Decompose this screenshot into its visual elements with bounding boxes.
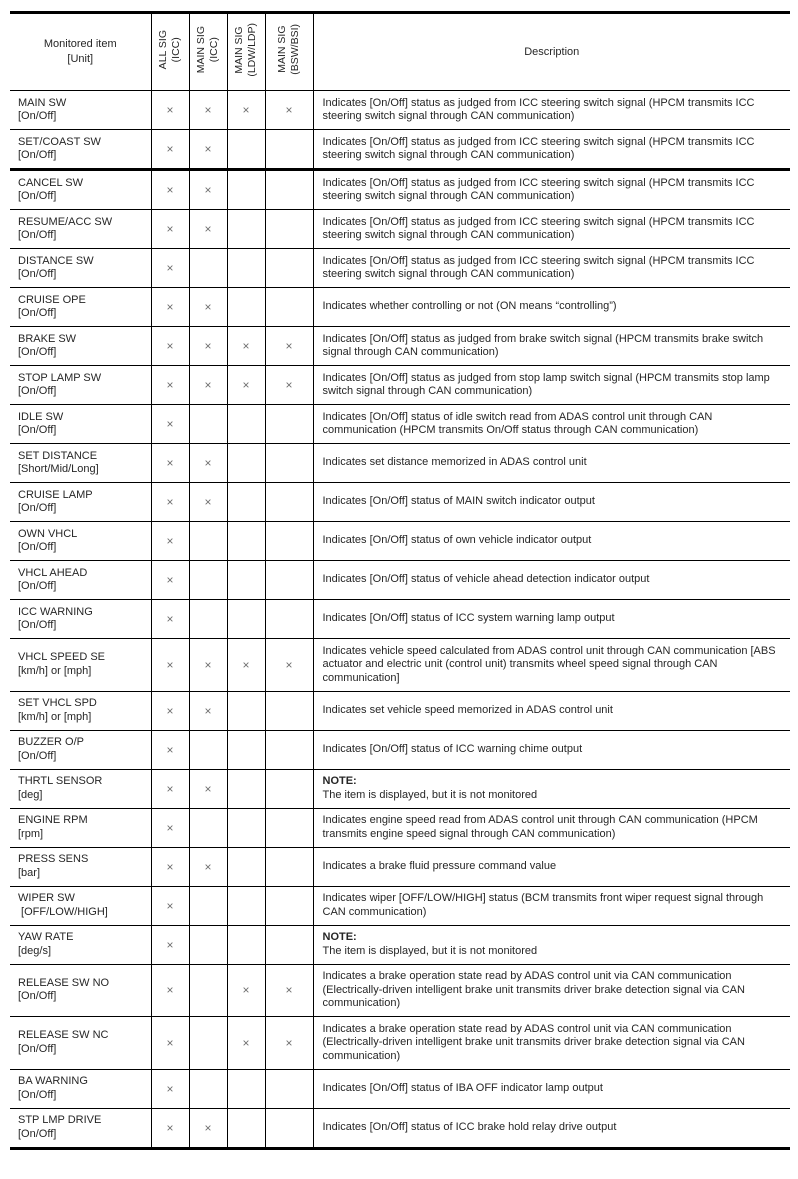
- monitored-item-table: [10, 11, 790, 1150]
- signal-mark-cell: [227, 522, 265, 561]
- signal-mark-cell: ×: [189, 91, 227, 130]
- signal-mark-cell: [227, 170, 265, 210]
- signal-mark-cell: ×: [265, 327, 313, 366]
- col-header-monitored-item: [10, 13, 151, 91]
- description-cell: Indicates [On/Off] status of ICC system warning lamp output: [313, 600, 790, 639]
- item-unit: [On/Off]: [18, 346, 57, 358]
- signal-mark-cell: ×: [151, 1069, 189, 1108]
- header-line: (BSW/BSI): [289, 24, 301, 75]
- signal-mark-cell: [189, 1069, 227, 1108]
- signal-mark-cell: [227, 1108, 265, 1148]
- table-row: [10, 886, 790, 925]
- item-unit: [On/Off]: [18, 110, 57, 122]
- signal-mark-cell: [265, 886, 313, 925]
- monitored-item-cell: [10, 288, 151, 327]
- rotated-header-text: [157, 30, 183, 69]
- signal-mark-cell: [265, 691, 313, 730]
- description-cell: [313, 925, 790, 964]
- signal-mark-cell: [265, 925, 313, 964]
- signal-mark-cell: ×: [265, 366, 313, 405]
- signal-mark-cell: ×: [151, 170, 189, 210]
- description-cell: Indicates [On/Off] status as judged from ICC steering switch signal (HPCM transmits ICC steering switch signal through CAN communication): [313, 210, 790, 249]
- monitored-item-cell: [10, 847, 151, 886]
- rotated-header-text: [195, 26, 221, 73]
- signal-mark-cell: [265, 847, 313, 886]
- signal-mark-cell: ×: [265, 91, 313, 130]
- signal-mark-cell: ×: [151, 561, 189, 600]
- description-cell: Indicates a brake operation state read by ADAS control unit via CAN communication (Electrically-driven intelligent brake unit transmits driver brake detection signal via CAN communication): [313, 1017, 790, 1070]
- signal-mark-cell: [265, 769, 313, 808]
- signal-mark-cell: ×: [151, 600, 189, 639]
- signal-mark-cell: [227, 691, 265, 730]
- signal-mark-cell: ×: [227, 639, 265, 692]
- header-row: [10, 13, 790, 91]
- description-cell: Indicates a brake operation state read by ADAS control unit via CAN communication (Electrically-driven intelligent brake unit transmits driver brake detection signal via CAN communication): [313, 964, 790, 1017]
- description-cell: Indicates wiper [OFF/LOW/HIGH] status (BCM transmits front wiper request signal through CAN communication): [313, 886, 790, 925]
- item-name: RELEASE SW NO: [18, 976, 110, 989]
- table-row: [10, 522, 790, 561]
- monitored-item-cell: [10, 925, 151, 964]
- signal-mark-cell: ×: [151, 249, 189, 288]
- monitored-item-cell: [10, 405, 151, 444]
- item-unit: [On/Off]: [18, 749, 57, 762]
- monitored-item-cell: [10, 964, 151, 1017]
- item-name: OWN VHCL: [18, 527, 78, 540]
- monitored-item-cell: [10, 1108, 151, 1148]
- signal-mark-cell: ×: [151, 522, 189, 561]
- signal-mark-cell: ×: [189, 769, 227, 808]
- monitored-item-cell: [10, 1017, 151, 1070]
- item-unit: [On/Off]: [18, 990, 57, 1003]
- note-label: NOTE:: [322, 775, 357, 787]
- table-row: [10, 964, 790, 1017]
- description-cell: Indicates [On/Off] status of ICC brake hold relay drive output: [313, 1108, 790, 1148]
- table-row: [10, 130, 790, 170]
- col-header-main-sig-bsw-bsi: [265, 13, 313, 91]
- item-unit: [deg/s]: [18, 944, 52, 957]
- table-row: [10, 561, 790, 600]
- signal-mark-cell: ×: [151, 366, 189, 405]
- description-cell: Indicates [On/Off] status as judged from ICC steering switch signal (HPCM transmits ICC steering switch signal through CAN communication): [313, 91, 790, 130]
- item-unit: [On/Off]: [18, 1042, 57, 1055]
- note-label: NOTE:: [322, 931, 357, 943]
- signal-mark-cell: ×: [151, 769, 189, 808]
- monitored-item-cell: [10, 327, 151, 366]
- col-header-all-sig-icc: [151, 13, 189, 91]
- item-name: BUZZER O/P: [18, 736, 85, 748]
- item-name: YAW RATE: [18, 931, 74, 943]
- monitored-item-cell: [10, 639, 151, 692]
- item-name: ENGINE RPM: [18, 814, 88, 826]
- table-row: [10, 808, 790, 847]
- signal-mark-cell: [227, 405, 265, 444]
- description-cell: Indicates [On/Off] status as judged from stop lamp switch signal (HPCM transmits stop lamp switch signal through CAN communication): [313, 366, 790, 405]
- table-row: [10, 1017, 790, 1070]
- item-unit: [km/h] or [mph]: [18, 710, 92, 723]
- description-cell: Indicates [On/Off] status of idle switch read from ADAS control unit through CAN communication (HPCM transmits On/Off status through CAN communication): [313, 405, 790, 444]
- description-cell: Indicates a brake fluid pressure command value: [313, 847, 790, 886]
- description-cell: Indicates [On/Off] status as judged from ICC steering switch signal (HPCM transmits ICC steering switch signal through CAN communication): [313, 170, 790, 210]
- item-unit: [On/Off]: [18, 541, 57, 553]
- item-unit: [bar]: [18, 866, 41, 879]
- signal-mark-cell: ×: [265, 1017, 313, 1070]
- monitored-item-cell: [10, 444, 151, 483]
- table-row: [10, 483, 790, 522]
- item-unit: [Short/Mid/Long]: [18, 463, 99, 475]
- signal-mark-cell: ×: [189, 288, 227, 327]
- table-row: [10, 1108, 790, 1148]
- table-row: [10, 639, 790, 692]
- monitored-item-cell: [10, 130, 151, 170]
- rotated-header-text: [276, 24, 302, 75]
- table-row: [10, 170, 790, 210]
- item-name: STOP LAMP SW: [18, 371, 102, 384]
- signal-mark-cell: [227, 730, 265, 769]
- signal-mark-cell: [227, 130, 265, 170]
- signal-mark-cell: ×: [189, 366, 227, 405]
- signal-mark-cell: [265, 730, 313, 769]
- monitored-item-cell: [10, 769, 151, 808]
- monitored-item-cell: [10, 600, 151, 639]
- item-unit: [On/Off]: [18, 1088, 57, 1101]
- item-unit: [On/Off]: [18, 229, 57, 241]
- signal-mark-cell: [227, 1069, 265, 1108]
- table-row: [10, 91, 790, 130]
- item-name: VHCL AHEAD: [18, 566, 88, 579]
- table-row: [10, 925, 790, 964]
- item-name: SET VHCL SPD: [18, 697, 97, 709]
- header-line: MAIN SIG: [276, 25, 288, 74]
- item-name: BRAKE SW: [18, 332, 77, 345]
- monitored-item-cell: [10, 91, 151, 130]
- signal-mark-cell: ×: [151, 483, 189, 522]
- description-cell: Indicates [On/Off] status of MAIN switch indicator output: [313, 483, 790, 522]
- signal-mark-cell: [189, 808, 227, 847]
- signal-mark-cell: ×: [189, 130, 227, 170]
- signal-mark-cell: [227, 249, 265, 288]
- signal-mark-cell: [227, 808, 265, 847]
- item-unit: [rpm]: [18, 827, 44, 840]
- signal-mark-cell: [227, 925, 265, 964]
- item-unit: [On/Off]: [18, 424, 57, 436]
- signal-mark-cell: [189, 405, 227, 444]
- signal-mark-cell: [265, 1108, 313, 1148]
- signal-mark-cell: [265, 444, 313, 483]
- description-cell: Indicates [On/Off] status of own vehicle indicator output: [313, 522, 790, 561]
- col-header-description: Description: [313, 13, 790, 91]
- monitored-item-cell: [10, 561, 151, 600]
- item-unit: [OFF/LOW/HIGH]: [18, 905, 108, 918]
- signal-mark-cell: ×: [151, 1108, 189, 1148]
- table-row: [10, 249, 790, 288]
- table-row: [10, 366, 790, 405]
- description-cell: Indicates [On/Off] status as judged from ICC steering switch signal (HPCM transmits ICC steering switch signal through CAN communication): [313, 249, 790, 288]
- description-cell: Indicates [On/Off] status as judged from ICC steering switch signal (HPCM transmits ICC steering switch signal through CAN communication): [313, 130, 790, 170]
- signal-mark-cell: ×: [265, 964, 313, 1017]
- signal-mark-cell: ×: [151, 808, 189, 847]
- description-cell: Indicates vehicle speed calculated from ADAS control unit through CAN communication [ABS actuator and electric unit (control unit) transmits wheel speed signal through CAN communication]: [313, 639, 790, 692]
- signal-mark-cell: [265, 483, 313, 522]
- signal-mark-cell: ×: [227, 366, 265, 405]
- signal-mark-cell: ×: [151, 730, 189, 769]
- header-line: (ICC): [170, 36, 182, 63]
- item-name: SET DISTANCE: [18, 449, 98, 462]
- signal-mark-cell: ×: [189, 847, 227, 886]
- monitored-item-cell: [10, 691, 151, 730]
- signal-mark-cell: [265, 600, 313, 639]
- header-line: MAIN SIG: [195, 25, 207, 74]
- signal-mark-cell: ×: [189, 444, 227, 483]
- signal-mark-cell: ×: [189, 639, 227, 692]
- signal-mark-cell: [265, 249, 313, 288]
- signal-mark-cell: [265, 561, 313, 600]
- signal-mark-cell: ×: [189, 327, 227, 366]
- monitored-item-cell: [10, 170, 151, 210]
- item-unit: [km/h] or [mph]: [18, 664, 92, 677]
- signal-mark-cell: [227, 769, 265, 808]
- signal-mark-cell: [265, 522, 313, 561]
- signal-mark-cell: [189, 561, 227, 600]
- table-row: [10, 847, 790, 886]
- table-row: [10, 405, 790, 444]
- monitored-item-cell: [10, 366, 151, 405]
- signal-mark-cell: [189, 886, 227, 925]
- item-unit: [On/Off]: [18, 268, 57, 280]
- signal-mark-cell: [265, 130, 313, 170]
- signal-mark-cell: ×: [189, 691, 227, 730]
- signal-mark-cell: ×: [151, 886, 189, 925]
- signal-mark-cell: [265, 808, 313, 847]
- header-line: (ICC): [208, 36, 220, 63]
- item-name: BA WARNING: [18, 1075, 88, 1087]
- header-line: MAIN SIG: [233, 25, 245, 74]
- col-header-monitored-item-line2: [Unit]: [67, 53, 94, 65]
- rotated-header-text: [233, 23, 259, 77]
- description-cell: [313, 769, 790, 808]
- description-text: The item is displayed, but it is not monitored: [322, 788, 538, 801]
- signal-mark-cell: ×: [227, 327, 265, 366]
- header-line: (LDW/LDP): [246, 22, 258, 77]
- item-name: VHCL SPEED SE: [18, 651, 106, 664]
- item-unit: [On/Off]: [18, 149, 57, 161]
- col-header-main-sig-icc: [189, 13, 227, 91]
- description-cell: Indicates set distance memorized in ADAS control unit: [313, 444, 790, 483]
- signal-mark-cell: [189, 925, 227, 964]
- monitored-item-cell: [10, 249, 151, 288]
- item-name: CRUISE LAMP: [18, 488, 93, 501]
- signal-mark-cell: [189, 249, 227, 288]
- signal-mark-cell: [189, 730, 227, 769]
- description-cell: Indicates [On/Off] status of ICC warning chime output: [313, 730, 790, 769]
- signal-mark-cell: [189, 600, 227, 639]
- signal-mark-cell: [227, 561, 265, 600]
- item-name: ICC WARNING: [18, 605, 93, 618]
- table-row: [10, 600, 790, 639]
- signal-mark-cell: ×: [189, 170, 227, 210]
- manual-page: [10, 11, 790, 1150]
- item-name: SET/COAST SW: [18, 135, 101, 148]
- signal-mark-cell: [227, 210, 265, 249]
- item-name: THRTL SENSOR: [18, 775, 103, 787]
- signal-mark-cell: ×: [151, 691, 189, 730]
- signal-mark-cell: [189, 1017, 227, 1070]
- monitored-item-cell: [10, 808, 151, 847]
- table-row: [10, 288, 790, 327]
- description-cell: Indicates set vehicle speed memorized in ADAS control unit: [313, 691, 790, 730]
- table-row: [10, 210, 790, 249]
- signal-mark-cell: ×: [151, 130, 189, 170]
- item-name: MAIN SW: [18, 96, 67, 109]
- item-unit: [On/Off]: [18, 190, 57, 202]
- item-name: RESUME/ACC SW: [18, 215, 113, 228]
- item-name: DISTANCE SW: [18, 254, 94, 267]
- signal-mark-cell: ×: [151, 288, 189, 327]
- item-name: IDLE SW: [18, 410, 64, 423]
- monitored-item-cell: [10, 730, 151, 769]
- signal-mark-cell: [265, 405, 313, 444]
- signal-mark-cell: ×: [151, 91, 189, 130]
- signal-mark-cell: ×: [151, 327, 189, 366]
- signal-mark-cell: [265, 210, 313, 249]
- signal-mark-cell: ×: [151, 444, 189, 483]
- signal-mark-cell: ×: [151, 639, 189, 692]
- signal-mark-cell: [227, 886, 265, 925]
- item-unit: [On/Off]: [18, 580, 57, 592]
- signal-mark-cell: ×: [151, 1017, 189, 1070]
- table-row: [10, 730, 790, 769]
- monitored-items-body: [10, 91, 790, 1149]
- signal-mark-cell: ×: [265, 639, 313, 692]
- item-unit: [On/Off]: [18, 1127, 57, 1140]
- signal-mark-cell: ×: [189, 483, 227, 522]
- table-row: [10, 327, 790, 366]
- item-name: CRUISE OPE: [18, 293, 86, 306]
- signal-mark-cell: ×: [151, 210, 189, 249]
- item-name: STP LMP DRIVE: [18, 1114, 102, 1126]
- monitored-item-cell: [10, 886, 151, 925]
- item-unit: [On/Off]: [18, 619, 57, 631]
- col-header-main-sig-ldw-ldp: [227, 13, 265, 91]
- signal-mark-cell: [227, 600, 265, 639]
- monitored-item-cell: [10, 210, 151, 249]
- col-header-monitored-item-line1: Monitored item: [43, 38, 117, 50]
- monitored-item-cell: [10, 1069, 151, 1108]
- signal-mark-cell: ×: [151, 405, 189, 444]
- item-name: CANCEL SW: [18, 176, 83, 189]
- item-unit: [On/Off]: [18, 502, 57, 514]
- description-text: The item is displayed, but it is not monitored: [322, 944, 538, 957]
- table-row: [10, 691, 790, 730]
- signal-mark-cell: [227, 483, 265, 522]
- signal-mark-cell: [265, 170, 313, 210]
- item-name: PRESS SENS: [18, 853, 89, 865]
- signal-mark-cell: [189, 964, 227, 1017]
- item-unit: [On/Off]: [18, 385, 57, 397]
- signal-mark-cell: ×: [189, 1108, 227, 1148]
- signal-mark-cell: ×: [227, 91, 265, 130]
- description-cell: Indicates [On/Off] status of vehicle ahead detection indicator output: [313, 561, 790, 600]
- item-unit: [On/Off]: [18, 307, 57, 319]
- signal-mark-cell: [227, 288, 265, 327]
- item-unit: [deg]: [18, 788, 43, 801]
- signal-mark-cell: ×: [189, 210, 227, 249]
- signal-mark-cell: [265, 288, 313, 327]
- item-name: RELEASE SW NC: [18, 1029, 109, 1042]
- signal-mark-cell: ×: [151, 925, 189, 964]
- signal-mark-cell: ×: [227, 964, 265, 1017]
- description-cell: Indicates engine speed read from ADAS control unit through CAN communication (HPCM transmits engine speed signal through CAN communication): [313, 808, 790, 847]
- description-cell: Indicates whether controlling or not (ON means “controlling”): [313, 288, 790, 327]
- signal-mark-cell: [265, 1069, 313, 1108]
- signal-mark-cell: ×: [227, 1017, 265, 1070]
- signal-mark-cell: ×: [151, 847, 189, 886]
- signal-mark-cell: [227, 444, 265, 483]
- signal-mark-cell: [227, 847, 265, 886]
- table-row: [10, 444, 790, 483]
- description-cell: Indicates [On/Off] status as judged from brake switch signal (HPCM transmits brake switch signal through CAN communication): [313, 327, 790, 366]
- signal-mark-cell: [189, 522, 227, 561]
- table-row: [10, 769, 790, 808]
- header-line: ALL SIG: [157, 29, 169, 70]
- description-cell: Indicates [On/Off] status of IBA OFF indicator lamp output: [313, 1069, 790, 1108]
- item-name: WIPER SW: [18, 892, 75, 904]
- monitored-item-cell: [10, 483, 151, 522]
- table-row: [10, 1069, 790, 1108]
- signal-mark-cell: ×: [151, 964, 189, 1017]
- monitored-item-cell: [10, 522, 151, 561]
